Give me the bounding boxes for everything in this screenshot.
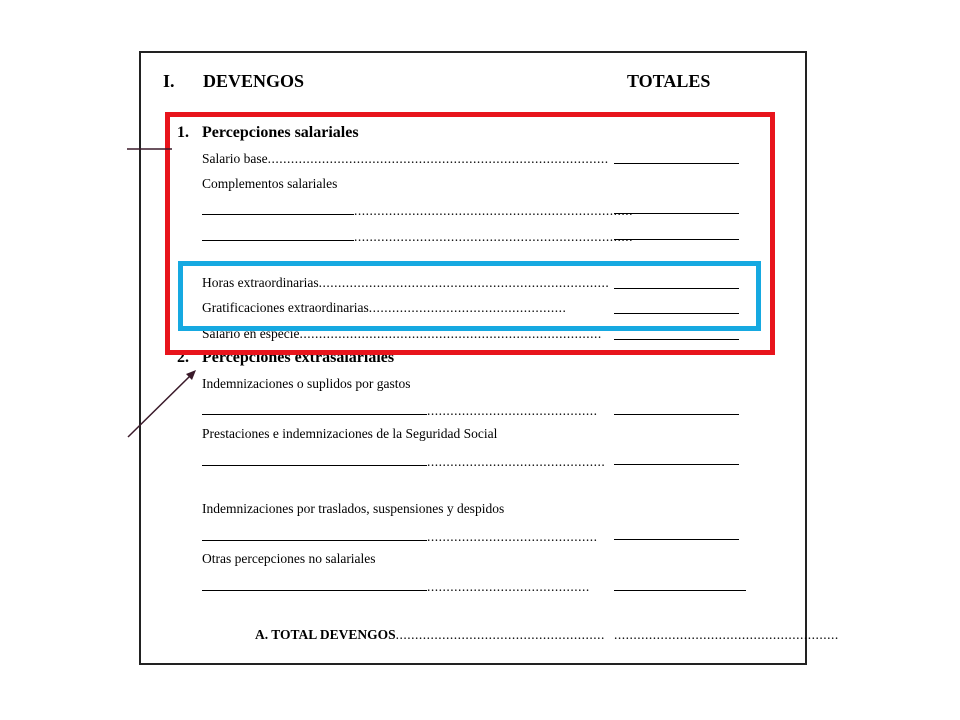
sub1-title: Percepciones salariales [202,124,359,141]
dot-leader: .............................................................................. [299,326,602,341]
total-devengos-label: A. TOTAL DEVENGOS [255,627,396,642]
dot-leader: ........................................................................ [354,203,633,218]
indemnizaciones-gastos-label: Indemnizaciones o suplidos por gastos [202,376,411,391]
dot-leader: ............................................ [427,403,598,418]
annotation-arrow-shaft [128,376,190,437]
prestaciones-label: Prestaciones e indemnizaciones de la Seguridad Social [202,426,498,441]
dot-leader: ...................................................... [395,627,605,642]
dot-leader: .......................................................... [614,627,839,642]
salario-base-label: Salario base [202,151,268,166]
traslados-label: Indemnizaciones por traslados, suspensiones y despidos [202,501,505,516]
gratificaciones-label: Gratificaciones extraordinarias [202,300,369,315]
section-numeral: I. [163,71,175,91]
sub2-title: Percepciones extrasalariales [202,349,395,366]
especie-label: Salario en especie [202,326,300,341]
complementos-label: Complementos salariales [202,176,338,191]
dot-leader: .............................................. [427,454,606,469]
dot-leader: .......................................... [427,579,590,594]
otras-label: Otras percepciones no salariales [202,551,376,566]
sub1-number: 1. [177,124,189,141]
totals-header: TOTALES [627,71,711,91]
dot-leader: ........................................................................................ [267,151,609,166]
dot-leader: ........................................................................... [318,275,610,290]
dot-leader: ............................................ [427,529,598,544]
sub2-number: 2. [177,349,189,366]
dot-leader: ................................................... [368,300,567,315]
dot-leader: ........................................................................ [354,229,633,244]
section-title: DEVENGOS [203,71,305,91]
horas-label: Horas extraordinarias [202,275,319,290]
